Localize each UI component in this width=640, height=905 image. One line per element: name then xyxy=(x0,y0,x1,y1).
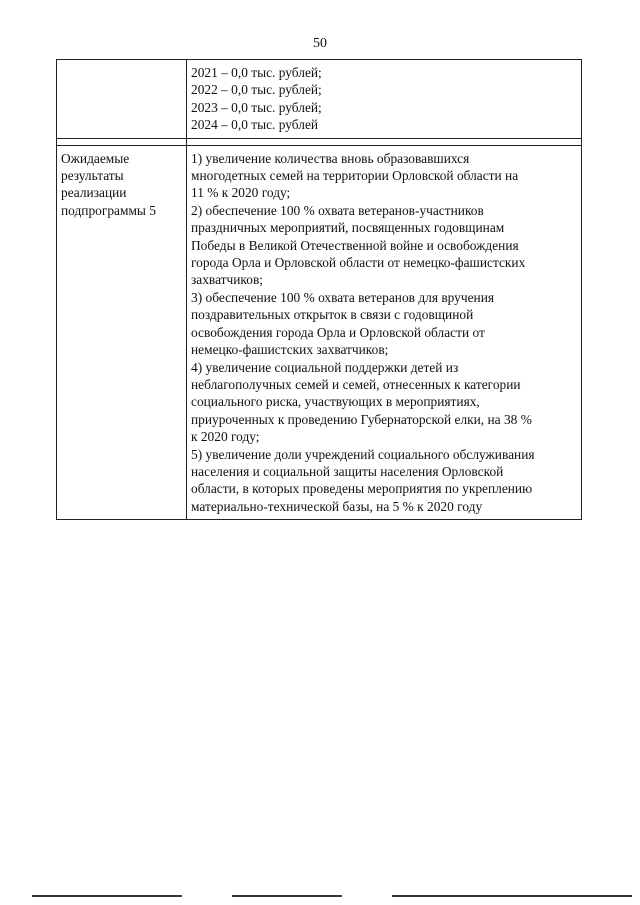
result-text-line: немецко-фашистских захватчиков; xyxy=(191,342,389,358)
result-text-line: населения и социальной защиты населения Орловской xyxy=(191,463,504,479)
scan-edge-mark xyxy=(32,895,632,898)
scan-edge-segment xyxy=(32,895,182,897)
result-text-line: приуроченных к проведению Губернаторской елки, на 38 % xyxy=(191,411,532,427)
result-text-line: праздничных мероприятий, посвященных годовщинам xyxy=(191,220,505,236)
document-table xyxy=(56,59,582,520)
result-text-line: Победы в Великой Отечественной войне и освобождения xyxy=(191,237,519,253)
result-text-line: захватчиков; xyxy=(191,272,263,288)
results-label-line: подпрограммы 5 xyxy=(61,202,156,218)
result-text-line: неблагополучных семей и семей, отнесенных к категории xyxy=(191,376,521,392)
spacer-cell-right xyxy=(187,138,582,145)
funding-line-2024: 2024 – 0,0 тыс. рублей xyxy=(191,117,319,133)
result-text-line: материально-технической базы, на 5 % к 2020 году xyxy=(191,498,483,514)
funding-line-2021: 2021 – 0,0 тыс. рублей; xyxy=(191,65,322,80)
table-row-funding xyxy=(57,60,582,139)
table-cell-results-list xyxy=(187,145,582,520)
result-text-line: многодетных семей на территории Орловской области на xyxy=(191,168,519,184)
result-text-line: города Орла и Орловской области от немецко-фашистских xyxy=(191,255,526,271)
result-text-line: 1) увеличение количества вновь образовавшихся xyxy=(191,150,470,166)
results-label-line: реализации xyxy=(61,185,127,201)
result-text-line: 11 % к 2020 году; xyxy=(191,185,291,201)
result-text-line: к 2020 году; xyxy=(191,429,260,445)
page-number: 50 xyxy=(313,36,327,51)
result-text-line: области, в которых проведены мероприятия по укреплению xyxy=(191,481,533,497)
result-text-line: 2) обеспечение 100 % охвата ветеранов-участников xyxy=(191,202,484,218)
spacer-cell-left xyxy=(57,138,187,145)
table-row-expected-results xyxy=(57,145,582,520)
result-text-line: 5) увеличение доли учреждений социального обслуживания xyxy=(191,446,535,462)
funding-line-2022: 2022 – 0,0 тыс. рублей; xyxy=(191,82,322,98)
table-cell-funding-years xyxy=(187,60,582,139)
result-text-line: поздравительных открыток в связи с годовщиной xyxy=(191,307,474,323)
result-text-line: 4) увеличение социальной поддержки детей из xyxy=(191,359,459,375)
table-cell-results-label xyxy=(57,145,187,520)
result-text-line: социального риска, участвующих в мероприятиях, xyxy=(191,394,480,410)
scan-edge-segment xyxy=(392,895,632,897)
result-text-line: освобождения города Орла и Орловской области от xyxy=(191,324,485,340)
result-text-line: 3) обеспечение 100 % охвата ветеранов для вручения xyxy=(191,289,495,305)
scan-edge-segment xyxy=(232,895,342,897)
table-row-spacer xyxy=(57,138,582,145)
results-label-line: результаты xyxy=(61,168,124,184)
table-cell-empty-label xyxy=(57,60,187,139)
funding-line-2023: 2023 – 0,0 тыс. рублей; xyxy=(191,99,322,115)
results-label-line: Ожидаемые xyxy=(61,150,130,166)
